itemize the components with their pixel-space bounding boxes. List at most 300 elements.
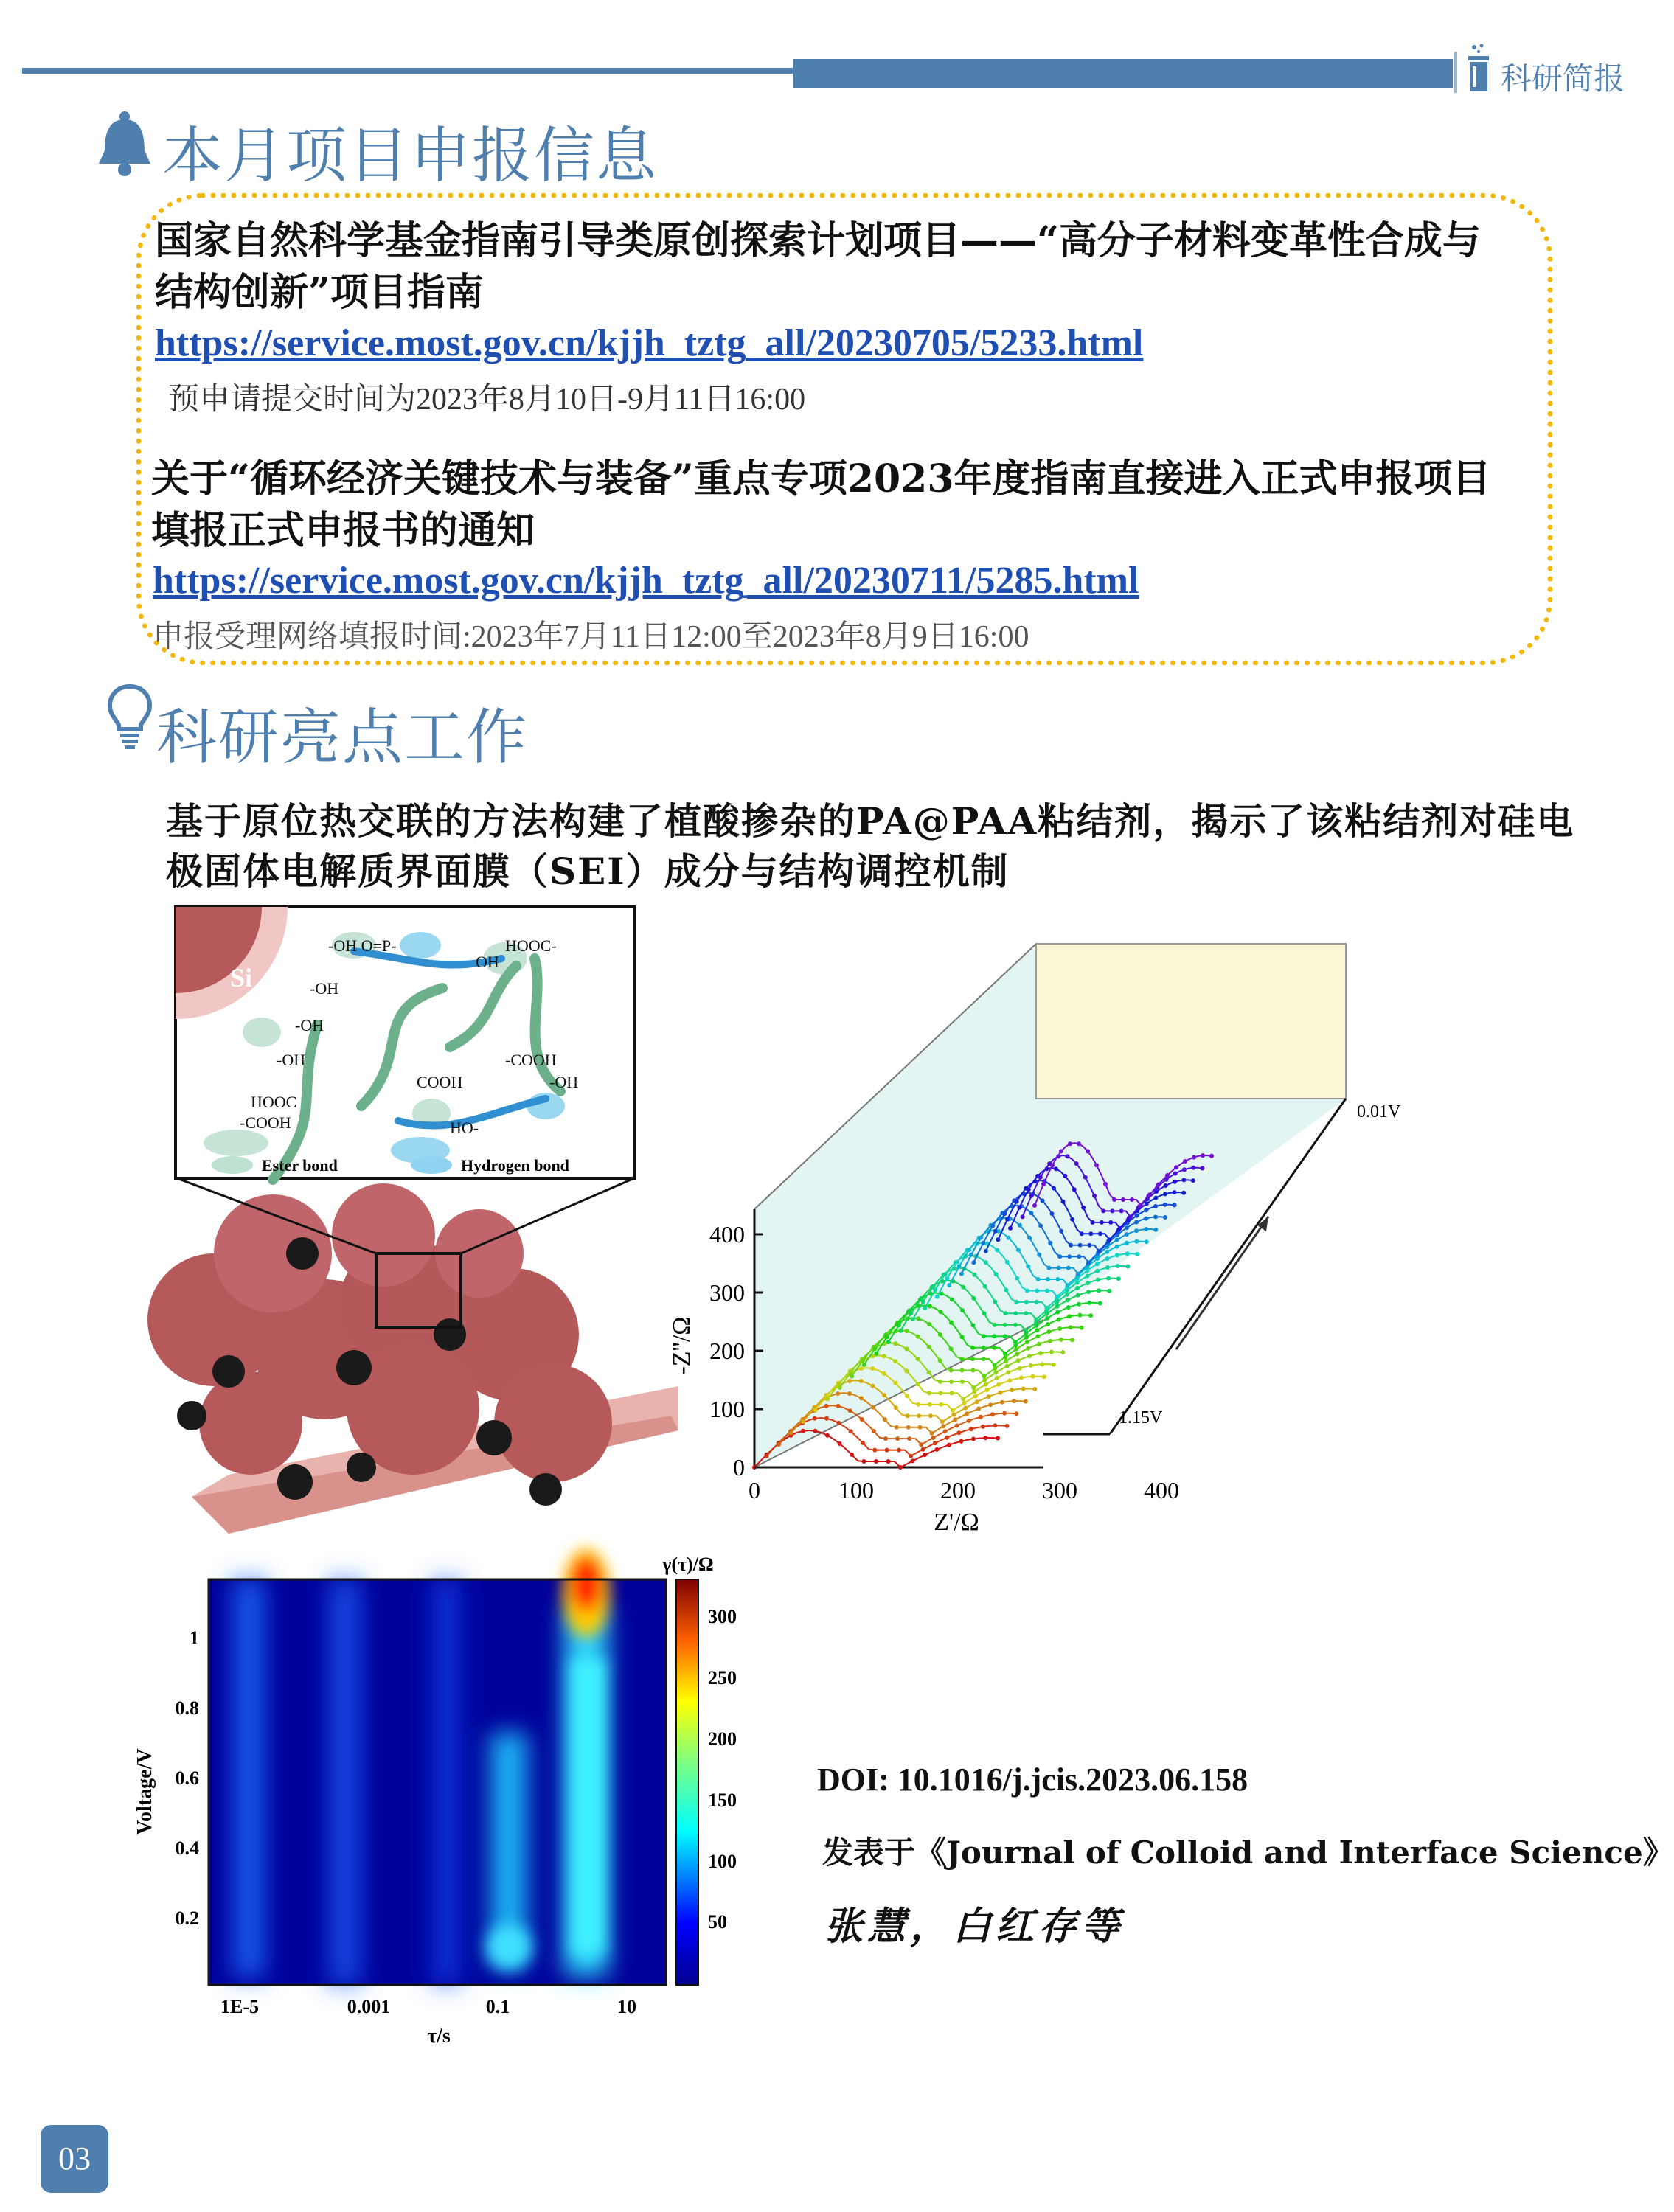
eis-point — [1088, 1231, 1093, 1236]
eis-point — [1003, 1311, 1007, 1315]
eis-point — [1055, 1310, 1060, 1315]
eis-point — [1094, 1163, 1099, 1167]
eis-point — [1005, 1424, 1010, 1428]
eis-point — [1004, 1359, 1008, 1363]
eis-point — [1046, 1322, 1050, 1326]
eis-point — [1086, 1274, 1090, 1279]
eis-point — [982, 1311, 987, 1315]
eis-point — [973, 1273, 977, 1277]
eis-point — [1027, 1187, 1031, 1192]
drt-ylabel: Voltage/V — [133, 1748, 156, 1835]
group-label: -OH O=P- — [328, 936, 397, 955]
eis-point — [1014, 1300, 1018, 1304]
eis-point — [870, 1366, 875, 1371]
eis-point — [1088, 1243, 1092, 1248]
eis-point — [1060, 1350, 1065, 1354]
group-label: -OH — [277, 1051, 306, 1069]
eis-point — [916, 1402, 920, 1407]
eis-y-tick: 400 — [709, 1221, 745, 1248]
binder-schematic-figure — [103, 907, 693, 1541]
eis-point — [967, 1419, 971, 1423]
eis-point — [918, 1425, 923, 1430]
eis-point — [1121, 1197, 1125, 1202]
eis-point — [959, 1439, 964, 1444]
eis-point — [1003, 1352, 1007, 1356]
eis-point — [1181, 1178, 1186, 1182]
eis-point — [883, 1417, 887, 1422]
eis-point — [919, 1442, 923, 1447]
eis-point — [1173, 1190, 1177, 1194]
eis-y-tick: 300 — [709, 1279, 745, 1306]
eis-point — [1105, 1250, 1109, 1254]
eis-point — [1134, 1228, 1139, 1233]
eis-point — [904, 1368, 909, 1373]
eis-point — [1075, 1286, 1080, 1290]
eis-point — [860, 1417, 864, 1422]
eis-point — [871, 1405, 875, 1410]
eis-point — [930, 1431, 934, 1436]
eis-point — [1191, 1178, 1195, 1183]
eis-point — [1086, 1149, 1090, 1153]
drt-cb-tick: 150 — [708, 1790, 737, 1811]
eis-point — [1097, 1288, 1101, 1293]
eis-point — [1165, 1173, 1170, 1178]
eis-point — [1096, 1278, 1100, 1282]
eis-point — [1119, 1208, 1124, 1213]
eis-point — [893, 1341, 897, 1346]
eis-point — [1164, 1183, 1168, 1188]
group-label: -OH — [310, 979, 339, 998]
si-label: Si — [230, 963, 253, 992]
eis-point — [996, 1436, 1000, 1441]
eis-point — [862, 1459, 866, 1464]
eis-point — [1003, 1323, 1007, 1327]
eis-point — [1013, 1340, 1018, 1344]
eis-point — [849, 1370, 853, 1374]
eis-point — [777, 1442, 781, 1447]
eis-point — [848, 1408, 852, 1413]
eis-point — [883, 1436, 888, 1441]
eis-point — [824, 1404, 829, 1408]
section-title-highlights: 科研亮点工作 — [156, 703, 529, 773]
eis-point — [1126, 1265, 1131, 1269]
eis-point — [971, 1437, 976, 1441]
eis-point — [1163, 1215, 1167, 1220]
eis-point — [1049, 1350, 1054, 1354]
eis-point — [907, 1436, 911, 1441]
eis-point — [1070, 1217, 1074, 1222]
eis-point — [1057, 1318, 1061, 1322]
eis-point — [1081, 1206, 1086, 1210]
eis-point — [982, 1378, 987, 1382]
journal-text: 发表于《Journal of Colloid and Interface Science》 — [822, 1834, 1674, 1871]
eis-point — [904, 1346, 909, 1351]
notice-link[interactable]: https://service.most.gov.cn/kjjh_tztg_all/20230705/5233.html — [155, 322, 1144, 364]
eis-point — [1098, 1301, 1102, 1306]
eis-point — [825, 1397, 830, 1401]
eis-point — [872, 1448, 877, 1453]
eis-point — [813, 1429, 818, 1433]
eis-point — [870, 1384, 875, 1388]
drt-cb-tick: 100 — [708, 1851, 737, 1872]
eis-point — [956, 1430, 961, 1435]
eis-point — [1018, 1366, 1022, 1371]
eis-point — [983, 1284, 987, 1289]
eis-point — [905, 1329, 909, 1333]
eis-x-tick: 400 — [1144, 1477, 1179, 1503]
eis-point — [1032, 1203, 1037, 1208]
eis-point — [906, 1425, 911, 1430]
legend-ester-bond: Ester bond — [262, 1156, 338, 1175]
eis-point — [895, 1436, 900, 1441]
eis-point — [947, 1283, 951, 1287]
eis-point — [1074, 1161, 1079, 1166]
eis-point — [1128, 1214, 1133, 1219]
eis-point — [1209, 1154, 1214, 1158]
eis-point — [1054, 1166, 1058, 1171]
eis-point — [921, 1447, 925, 1452]
eis-point — [862, 1363, 866, 1367]
eis-point — [1125, 1241, 1129, 1245]
eis-point — [928, 1413, 933, 1418]
eis-point — [971, 1260, 976, 1265]
notice-link[interactable]: https://service.most.gov.cn/kjjh_tztg_all/20230711/5285.html — [153, 560, 1139, 602]
eis-point — [1019, 1376, 1024, 1380]
eis-point — [895, 1425, 899, 1430]
eis-point — [898, 1465, 903, 1470]
eis-point — [976, 1407, 981, 1411]
eis-point — [981, 1425, 985, 1429]
eis-point — [1134, 1220, 1139, 1225]
eis-point — [1112, 1197, 1116, 1202]
eis-point — [975, 1399, 979, 1404]
eis-point — [916, 1382, 920, 1386]
eis-point — [1015, 1352, 1019, 1357]
eis-x-ticks — [749, 1477, 1179, 1503]
eis-point — [1014, 1347, 1018, 1352]
eis-point — [1069, 1243, 1073, 1248]
eis-point — [836, 1404, 841, 1408]
eis-point — [1057, 1254, 1062, 1259]
eis-point — [847, 1379, 852, 1383]
drt-colorbar — [676, 1579, 698, 1985]
eis-y-tick: 0 — [733, 1454, 745, 1481]
legend-hydrogen-bond: Hydrogen bond — [461, 1156, 569, 1175]
eis-point — [1067, 1254, 1072, 1259]
eis-point — [1192, 1155, 1196, 1160]
eis-point — [938, 1380, 942, 1384]
eis-point — [916, 1357, 920, 1361]
eis-point — [886, 1459, 891, 1464]
group-label: COOH — [417, 1073, 463, 1091]
eis-point — [898, 1329, 903, 1333]
eis-point — [1015, 1276, 1019, 1281]
eis-point — [1144, 1217, 1148, 1221]
eis-point — [1027, 1354, 1032, 1358]
eis-point — [951, 1413, 956, 1417]
eis-point — [1134, 1214, 1139, 1218]
eis-point — [960, 1368, 965, 1373]
eis-point — [933, 1288, 937, 1293]
group-label: OH — [476, 953, 499, 971]
eis-point — [1029, 1211, 1033, 1215]
eis-point — [928, 1304, 932, 1308]
eis-point — [949, 1380, 954, 1384]
eis-point — [882, 1393, 886, 1397]
eis-point — [990, 1412, 995, 1416]
eis-point — [789, 1431, 793, 1436]
eis-point — [1029, 1194, 1034, 1198]
eis-point — [938, 1332, 942, 1337]
eis-point — [1010, 1388, 1014, 1392]
eis-point — [1025, 1289, 1029, 1293]
group-label: -OH — [549, 1073, 579, 1091]
eis-point — [916, 1335, 920, 1339]
eis-point — [1002, 1411, 1007, 1416]
eis-point — [1021, 1214, 1025, 1219]
eis-point — [838, 1441, 842, 1446]
eis-point — [971, 1368, 976, 1373]
eis-point — [1045, 1316, 1049, 1321]
eis-point — [961, 1285, 965, 1290]
eis-point — [1153, 1214, 1158, 1219]
eis-point — [973, 1394, 978, 1399]
eis-point — [911, 1458, 915, 1463]
eis-point — [1147, 1192, 1152, 1197]
eis-point — [916, 1316, 920, 1321]
eis-point — [1046, 1329, 1051, 1334]
eis-point — [951, 1408, 955, 1413]
eis-point — [1086, 1260, 1091, 1265]
eis-point — [1055, 1304, 1060, 1309]
eis-point — [1118, 1226, 1122, 1231]
eis-point — [943, 1429, 948, 1433]
eis-point — [1041, 1198, 1045, 1203]
eis-point — [1066, 1283, 1070, 1287]
eis-point — [1044, 1306, 1049, 1310]
eis-point — [1003, 1334, 1007, 1338]
drt-x-tick: 10 — [617, 1996, 636, 2017]
eis-point — [967, 1248, 971, 1252]
eis-point — [917, 1413, 921, 1418]
eis-point — [1130, 1197, 1134, 1202]
eis-point — [939, 1310, 943, 1314]
eis-point — [1095, 1262, 1100, 1266]
eis-point — [962, 1401, 966, 1405]
eis-point — [981, 1241, 985, 1245]
drt-cb-tick: 50 — [708, 1911, 727, 1933]
eis-point — [1027, 1236, 1032, 1240]
eis-point — [886, 1340, 891, 1344]
eis-point — [1070, 1338, 1074, 1342]
drt-x-ticks — [220, 1996, 636, 2017]
eis-point — [984, 1249, 988, 1253]
page-number: 03 — [41, 2125, 108, 2193]
eis-point — [971, 1385, 976, 1390]
eis-point — [927, 1370, 931, 1374]
eis-point — [969, 1253, 973, 1257]
eis-point — [1066, 1298, 1070, 1302]
eis-point — [1031, 1374, 1035, 1379]
eis-point — [849, 1429, 853, 1433]
eis-point — [1037, 1253, 1041, 1257]
bell-icon — [94, 109, 155, 177]
eis-point — [995, 1248, 999, 1252]
eis-point — [1061, 1200, 1066, 1204]
eis-point — [801, 1429, 805, 1433]
eis-point — [947, 1443, 951, 1447]
eis-voltage-bottom-label: 1.15V — [1119, 1408, 1163, 1427]
lightbulb-icon — [107, 682, 153, 750]
eis-point — [1135, 1252, 1139, 1256]
eis-point — [906, 1413, 910, 1418]
eis-point — [1038, 1351, 1043, 1355]
eis-point — [963, 1406, 968, 1411]
eis-point — [1050, 1163, 1055, 1167]
eis-point — [941, 1424, 945, 1428]
eis-point — [1026, 1346, 1030, 1351]
eis-point — [1108, 1237, 1112, 1242]
eis-point — [1134, 1239, 1139, 1244]
eis-point — [970, 1346, 975, 1350]
eis-point — [1108, 1220, 1113, 1225]
eis-point — [1110, 1208, 1114, 1213]
eis-point — [928, 1402, 932, 1407]
eis-point — [813, 1416, 817, 1421]
eis-point — [960, 1308, 965, 1312]
eis-point — [1069, 1325, 1073, 1329]
group-label: -COOH — [240, 1113, 291, 1132]
eis-point — [959, 1272, 964, 1276]
eis-point — [996, 1382, 1001, 1387]
drt-cb-tick: 200 — [708, 1728, 737, 1750]
eis-point — [1153, 1228, 1158, 1232]
eis-point — [1077, 1302, 1081, 1307]
eis-point — [957, 1265, 962, 1269]
eis-point — [1076, 1272, 1080, 1276]
eis-point — [982, 1346, 986, 1350]
eis-point — [995, 1376, 999, 1380]
header-rule-thin — [22, 68, 796, 74]
eis-point — [836, 1421, 841, 1425]
eis-y-ticks — [709, 1221, 745, 1481]
eis-point — [1116, 1264, 1120, 1268]
eis-point — [1174, 1165, 1178, 1169]
eis-point — [1088, 1313, 1093, 1318]
eis-point — [1080, 1231, 1084, 1236]
eis-point — [1144, 1227, 1148, 1231]
eis-point — [824, 1416, 829, 1421]
eis-point — [945, 1276, 949, 1281]
eis-point — [1034, 1317, 1038, 1321]
header-rule-thick — [793, 59, 1453, 88]
eis-point — [927, 1345, 931, 1349]
eis-point — [1076, 1293, 1080, 1298]
eis-point — [1066, 1305, 1071, 1310]
eis-voltage-top-label: 0.01V — [1357, 1102, 1401, 1121]
eis-x-tick: 200 — [940, 1477, 976, 1503]
eis-point — [949, 1346, 954, 1351]
eis-point — [945, 1436, 949, 1440]
eis-point — [1125, 1251, 1130, 1256]
eis-point — [1086, 1281, 1090, 1285]
eis-point — [894, 1405, 898, 1410]
eis-point — [872, 1346, 877, 1351]
eis-point — [1200, 1166, 1204, 1171]
eis-point — [1035, 1289, 1040, 1293]
eis-point — [1066, 1266, 1071, 1270]
eis-point — [1077, 1141, 1081, 1146]
eis-point — [1040, 1362, 1044, 1366]
eis-point — [1014, 1411, 1018, 1416]
eis-point — [1000, 1400, 1004, 1405]
eis-x-tick: 300 — [1042, 1477, 1077, 1503]
eis-point — [1107, 1289, 1111, 1293]
drt-cb-tick: 250 — [708, 1667, 737, 1688]
eis-point — [1115, 1238, 1119, 1242]
eis-point — [1024, 1399, 1028, 1404]
eis-point — [982, 1357, 986, 1361]
notice-title: 国家自然科学基金指南引导类原创探索计划项目——“高分子材料变革性合成与结构创新”项目指南 — [155, 218, 1481, 315]
eis-point — [982, 1334, 986, 1338]
header-divider — [1454, 52, 1457, 93]
eis-point — [933, 1441, 937, 1445]
eis-point — [994, 1371, 999, 1375]
eis-point — [1125, 1225, 1129, 1230]
eis-point — [825, 1433, 830, 1438]
eis-point — [872, 1429, 876, 1433]
eis-point — [984, 1436, 988, 1440]
eis-point — [1035, 1300, 1039, 1304]
eis-point — [988, 1402, 993, 1407]
section-title-projects: 本月项目申报信息 — [162, 121, 659, 191]
eis-point — [1055, 1295, 1060, 1299]
drt-y-tick: 0.6 — [175, 1767, 199, 1789]
group-label: -OH — [295, 1016, 324, 1034]
eis-point — [1115, 1253, 1119, 1257]
eis-point — [1024, 1329, 1028, 1333]
eis-point — [1153, 1196, 1158, 1200]
eis-point — [1024, 1311, 1028, 1315]
eis-point — [1067, 1314, 1072, 1318]
eis-point — [1139, 1203, 1143, 1208]
eis-point — [1046, 1277, 1050, 1281]
eis-point — [874, 1459, 878, 1464]
eis-point — [1173, 1180, 1177, 1184]
eis-point — [1066, 1154, 1070, 1158]
eis-point — [993, 1300, 997, 1304]
eis-point — [1038, 1223, 1043, 1228]
eis-point — [969, 1427, 973, 1431]
eis-point — [1016, 1358, 1021, 1363]
eis-point — [950, 1297, 954, 1301]
eis-point — [1097, 1249, 1101, 1253]
eis-point — [961, 1397, 965, 1401]
eis-point — [955, 1424, 959, 1428]
eis-point — [813, 1408, 818, 1413]
eis-point — [1026, 1265, 1030, 1269]
eis-point — [935, 1447, 940, 1452]
eis-point — [923, 1306, 927, 1310]
eis-point — [1098, 1231, 1102, 1236]
eis-point — [1057, 1326, 1062, 1331]
eis-point — [1065, 1293, 1069, 1297]
eis-point — [1045, 1289, 1049, 1293]
eis-point — [861, 1441, 865, 1445]
eis-point — [992, 1346, 996, 1350]
eis-point — [982, 1374, 986, 1379]
eis-point — [970, 1357, 975, 1361]
